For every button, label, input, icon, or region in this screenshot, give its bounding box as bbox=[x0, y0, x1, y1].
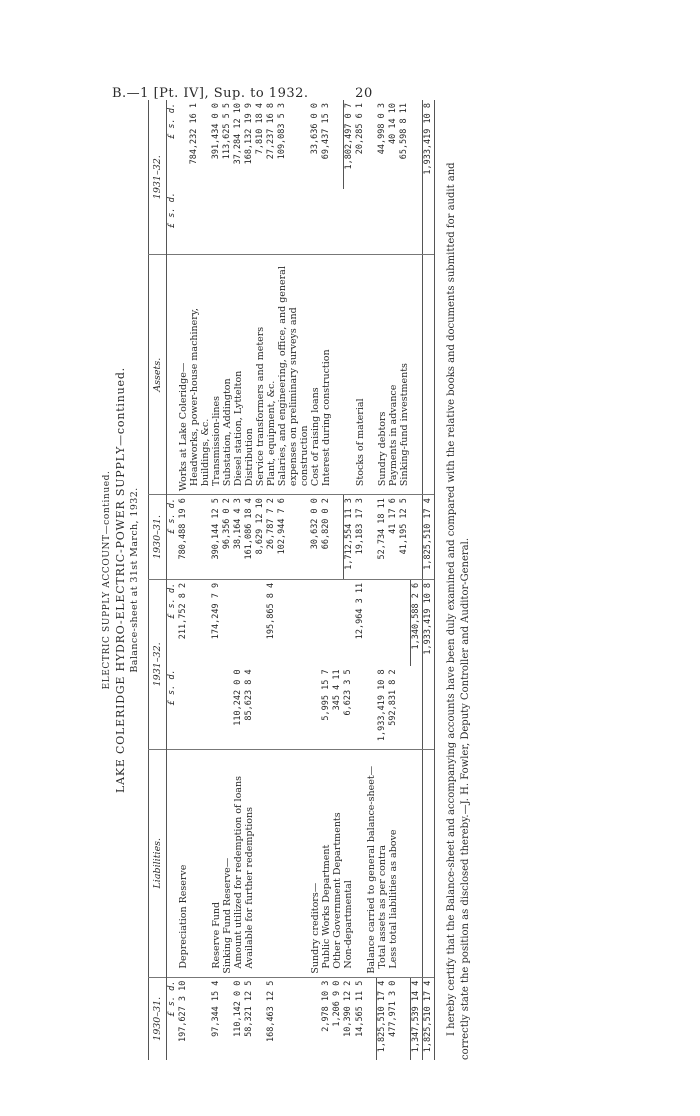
page-header bbox=[112, 86, 373, 101]
liab-prev-value: 110,142 0 0 bbox=[233, 977, 244, 1060]
asset-item bbox=[332, 255, 343, 495]
liab-item: Reserve Fund bbox=[211, 749, 222, 977]
liab-item: Sundry creditors— bbox=[310, 749, 321, 977]
liab-prev-value bbox=[255, 977, 266, 1060]
liab-item bbox=[399, 749, 410, 977]
liab-item: Other Government Departments bbox=[332, 749, 343, 977]
currency-label: £ s. d. bbox=[167, 192, 177, 228]
liab-item bbox=[355, 749, 366, 977]
liab-total-value: 1,933,419 10 8 bbox=[422, 579, 434, 666]
asset-prev-value: 161,086 18 4 bbox=[244, 495, 255, 580]
liab-total-value bbox=[222, 579, 233, 666]
liab-total-value: 211,752 8 2 bbox=[178, 579, 189, 666]
liab-total-value: 174,249 7 9 bbox=[211, 579, 222, 666]
liab-item bbox=[277, 749, 310, 977]
liab-total-value bbox=[244, 579, 255, 666]
table-row bbox=[399, 100, 410, 1060]
liab-total-value bbox=[377, 579, 389, 666]
asset-prev-value: 52,734 18 11 bbox=[377, 495, 389, 580]
asset-sub-value bbox=[222, 189, 233, 255]
liab-prev-value: 1,825,510 17 4 bbox=[422, 977, 434, 1060]
liab-total-value bbox=[321, 579, 332, 666]
asset-prev-value: 780,488 19 6 bbox=[178, 495, 189, 580]
asset-sub-value bbox=[377, 189, 389, 255]
asset-item: Sundry debtors bbox=[377, 255, 389, 495]
asset-total-value: 113,625 5 5 bbox=[222, 103, 232, 160]
asset-sub-value bbox=[388, 189, 399, 255]
currency-label: £ s. d. bbox=[167, 103, 177, 139]
currency-label: £ s. d. bbox=[167, 579, 179, 666]
asset-sub-value bbox=[422, 189, 434, 255]
liab-prev-value bbox=[222, 977, 233, 1060]
table-row bbox=[343, 100, 355, 1060]
asset-total-value: 37,284 12 10 bbox=[233, 103, 243, 165]
liab-item: Less total liabilities as above bbox=[388, 749, 399, 977]
asset-sub-value bbox=[178, 189, 189, 255]
liab-item: Available for further redemptions bbox=[244, 749, 255, 977]
asset-item: Distribution bbox=[244, 255, 255, 495]
asset-prev-value: 66,820 0 2 bbox=[321, 495, 332, 580]
liab-total-value bbox=[277, 579, 310, 666]
table-row bbox=[377, 100, 389, 1060]
table-row bbox=[388, 100, 399, 1060]
liab-total-value: 12,964 3 11 bbox=[355, 579, 366, 666]
currency-label: £ s. d. bbox=[167, 669, 177, 706]
asset-item: Stocks of material bbox=[355, 255, 366, 495]
liab-item bbox=[422, 749, 434, 977]
liab-sub-value bbox=[189, 666, 211, 749]
account-title: ELECTRIC SUPPLY ACCOUNT—continued. bbox=[102, 470, 112, 690]
liab-item bbox=[266, 749, 277, 977]
asset-prev-value bbox=[189, 495, 211, 580]
currency-label: £ s. d. bbox=[167, 495, 179, 580]
title-block bbox=[100, 100, 142, 1060]
liab-total-value bbox=[189, 579, 211, 666]
asset-item: Salaries, and engineering, office, and general expenses on preliminary surveys and construction bbox=[277, 255, 310, 495]
table-row bbox=[422, 100, 434, 1060]
asset-prev-value: 38,164 4 3 bbox=[233, 495, 244, 580]
asset-prev-value bbox=[410, 495, 422, 580]
table-row bbox=[222, 100, 233, 1060]
page-number: 20 bbox=[355, 86, 373, 101]
asset-sub-value bbox=[233, 189, 244, 255]
liab-sub-value: 6,623 3 5 bbox=[343, 669, 353, 716]
liab-item: Amount utilized for redemption of loans bbox=[233, 749, 244, 977]
asset-item bbox=[366, 255, 377, 495]
liab-prev-value: 1,347,539 14 4 bbox=[410, 977, 422, 1060]
liab-sub-value bbox=[178, 666, 189, 749]
asset-sub-value bbox=[410, 189, 422, 255]
asset-total-value: 33,636 0 0 bbox=[310, 103, 320, 155]
liab-prev-value bbox=[189, 977, 211, 1060]
asset-prev-value: 26,787 7 2 bbox=[266, 495, 277, 580]
asset-item: Plant, equipment, &c. bbox=[266, 255, 277, 495]
table-row bbox=[277, 100, 310, 1060]
liab-prev-value: 97,344 15 4 bbox=[211, 977, 222, 1060]
liab-sub-value: 110,242 0 0 bbox=[233, 669, 243, 726]
liab-sub-value bbox=[277, 666, 310, 749]
asset-total-value: 44,998 0 3 bbox=[376, 103, 387, 155]
table-body bbox=[167, 100, 435, 1060]
asset-sub-value bbox=[277, 189, 310, 255]
asset-sub-value bbox=[399, 189, 410, 255]
asset-total-value: 27,237 16 8 bbox=[266, 103, 276, 160]
col-assets: Assets. bbox=[149, 255, 167, 495]
table-row bbox=[189, 100, 211, 1060]
liab-total-value bbox=[388, 579, 399, 666]
liab-prev-value bbox=[366, 977, 377, 1060]
asset-prev-value bbox=[366, 495, 377, 580]
currency-label: £ s. d. bbox=[167, 977, 179, 1060]
liab-item: Total assets as per contra bbox=[377, 749, 389, 977]
liab-prev-value: 1,825,510 17 4 bbox=[377, 977, 389, 1060]
liab-sub-value bbox=[366, 666, 377, 749]
asset-prev-value: 30,632 0 0 bbox=[310, 495, 321, 580]
liab-sub-value bbox=[266, 666, 277, 749]
liab-total-value bbox=[332, 579, 343, 666]
liab-item bbox=[189, 749, 211, 977]
asset-item: Transmission-lines bbox=[211, 255, 222, 495]
table-row bbox=[244, 100, 255, 1060]
asset-sub-value bbox=[255, 189, 266, 255]
table-row bbox=[355, 100, 366, 1060]
table-row bbox=[332, 100, 343, 1060]
asset-item: Sinking-fund investments bbox=[399, 255, 410, 495]
liab-prev-value bbox=[310, 977, 321, 1060]
asset-total-value: 391,434 0 0 bbox=[211, 103, 221, 160]
col-asset-1932: 1931–32. bbox=[149, 100, 167, 255]
asset-total-value: 109,083 5 3 bbox=[277, 103, 287, 160]
table-row bbox=[310, 100, 321, 1060]
table-row bbox=[366, 100, 377, 1060]
asset-sub-value bbox=[321, 189, 332, 255]
balance-table bbox=[148, 100, 435, 1060]
asset-sub-value bbox=[189, 189, 211, 255]
liab-total-value bbox=[399, 579, 410, 666]
col-liab-1931: 1930–31. bbox=[149, 977, 167, 1060]
liab-prev-value: 477,971 3 0 bbox=[388, 977, 399, 1060]
liab-item: Non-departmental bbox=[343, 749, 355, 977]
asset-sub-value bbox=[343, 189, 355, 255]
liab-sub-value bbox=[355, 666, 366, 749]
table-row bbox=[211, 100, 222, 1060]
asset-item: Diesel station, Lyttelton bbox=[233, 255, 244, 495]
col-liabilities: Liabilities. bbox=[149, 749, 167, 977]
table-row bbox=[410, 100, 422, 1060]
liab-prev-value bbox=[399, 977, 410, 1060]
report-reference: B.—1 [Pt. IV], Sup. to 1932. bbox=[112, 86, 309, 101]
liab-item: Public Works Department bbox=[321, 749, 332, 977]
asset-prev-value: 1,712,554 11 3 bbox=[343, 495, 355, 580]
liab-prev-value: 58,321 12 5 bbox=[244, 977, 255, 1060]
asset-total-value: 40 14 10 bbox=[388, 103, 398, 144]
liab-prev-value: 197,627 3 10 bbox=[178, 977, 189, 1060]
asset-total-value: 1,933,419 10 8 bbox=[422, 100, 434, 189]
asset-prev-value: 41,195 12 5 bbox=[399, 495, 410, 580]
asset-prev-value: 19,183 17 3 bbox=[355, 495, 366, 580]
liab-sub-value: 5,995 15 7 bbox=[321, 669, 331, 721]
liab-sub-value: 1,933,419 10 8 bbox=[376, 669, 387, 742]
liab-prev-value: 2,978 10 3 bbox=[321, 977, 332, 1060]
asset-total-value: 7,810 18 4 bbox=[255, 103, 265, 155]
asset-sub-value bbox=[366, 189, 377, 255]
asset-sub-value bbox=[266, 189, 277, 255]
scheme-title: LAKE COLERIDGE HYDRO-ELECTRIC-POWER SUPPLY—continued. bbox=[114, 367, 127, 793]
asset-sub-value bbox=[332, 189, 343, 255]
asset-sub-value bbox=[310, 189, 321, 255]
asset-prev-value: 8,629 12 10 bbox=[255, 495, 266, 580]
liab-total-value bbox=[233, 579, 244, 666]
liab-prev-value bbox=[277, 977, 310, 1060]
liab-item: Depreciation Reserve bbox=[178, 749, 189, 977]
asset-sub-value bbox=[355, 189, 366, 255]
asset-item: Substation, Addington bbox=[222, 255, 233, 495]
asset-total-value: 69,437 15 3 bbox=[321, 103, 331, 160]
asset-prev-value: 102,944 7 6 bbox=[277, 495, 310, 580]
asset-item: Cost of raising loans bbox=[310, 255, 321, 495]
asset-prev-value: 390,144 12 5 bbox=[211, 495, 222, 580]
asset-item: Service transformers and meters bbox=[255, 255, 266, 495]
liab-prev-value: 14,565 11 5 bbox=[355, 977, 366, 1060]
asset-total-value bbox=[366, 100, 377, 189]
sheet-title: Balance-sheet at 31st March, 1932. bbox=[129, 487, 140, 673]
asset-prev-value: 1,825,510 17 4 bbox=[422, 495, 434, 580]
liab-sub-value bbox=[422, 666, 434, 749]
asset-total-value: 784,232 16 1 bbox=[189, 103, 199, 165]
liab-sub-value: 345 4 11 bbox=[332, 669, 342, 711]
table-row bbox=[266, 100, 277, 1060]
liab-sub-value bbox=[399, 666, 410, 749]
liab-item bbox=[410, 749, 422, 977]
liab-total-value bbox=[343, 579, 355, 666]
liab-sub-value bbox=[211, 666, 222, 749]
asset-total-value bbox=[332, 100, 343, 189]
liab-total-value bbox=[310, 579, 321, 666]
liab-item: Sinking Fund Reserve— bbox=[222, 749, 233, 977]
asset-item bbox=[422, 255, 434, 495]
liab-sub-value: 592,831 8 2 bbox=[388, 669, 398, 726]
table-row bbox=[233, 100, 244, 1060]
liab-sub-value bbox=[255, 666, 266, 749]
asset-total-value: 20,285 6 1 bbox=[354, 103, 365, 155]
col-asset-1931: 1930–31. bbox=[149, 495, 167, 580]
asset-total-value bbox=[178, 100, 189, 189]
table-row bbox=[255, 100, 266, 1060]
liab-sub-value bbox=[310, 666, 321, 749]
asset-total-value: 168,132 19 9 bbox=[244, 103, 254, 165]
asset-total-value bbox=[410, 100, 422, 189]
liab-prev-value: 168,463 12 5 bbox=[266, 977, 277, 1060]
asset-item: Works at Lake Coleridge— bbox=[178, 255, 189, 495]
balance-sheet bbox=[100, 100, 570, 1060]
liab-prev-value: 1,206 9 0 bbox=[332, 977, 343, 1060]
asset-prev-value bbox=[332, 495, 343, 580]
audit-certificate: I hereby certify that the Balance-sheet and accompanying accounts have been duly examined and compared with the relative books and documents submitted for audit and correctly state the position as disclosed thereby.—J. H. Fowler, Deputy Controller and Auditor-General. bbox=[445, 162, 471, 1060]
liab-sub-value bbox=[222, 666, 233, 749]
asset-sub-value bbox=[211, 189, 222, 255]
liab-item: Balance carried to general balance-sheet— bbox=[366, 749, 377, 977]
asset-total-value: 65,598 8 11 bbox=[399, 103, 409, 160]
liab-total-value bbox=[366, 579, 377, 666]
table-row bbox=[178, 100, 189, 1060]
liab-total-value: 195,865 8 4 bbox=[266, 579, 277, 666]
asset-item bbox=[343, 255, 355, 495]
asset-item bbox=[410, 255, 422, 495]
table-row bbox=[321, 100, 332, 1060]
liab-item bbox=[255, 749, 266, 977]
liab-sub-value: 85,623 8 4 bbox=[244, 669, 254, 721]
liab-total-value bbox=[255, 579, 266, 666]
asset-item: Headworks, power-house machinery, buildings, &c. bbox=[189, 255, 211, 495]
asset-total-value: 1,802,497 0 7 bbox=[343, 100, 355, 189]
col-liab-1932: 1931–32. bbox=[149, 579, 167, 749]
liab-sub-value bbox=[410, 666, 422, 749]
asset-sub-value bbox=[244, 189, 255, 255]
asset-prev-value: 41 17 6 bbox=[388, 495, 399, 580]
asset-item: Interest during construction bbox=[321, 255, 332, 495]
asset-item: Payments in advance bbox=[388, 255, 399, 495]
liab-prev-value: 10,390 12 2 bbox=[343, 977, 355, 1060]
asset-prev-value: 96,356 0 2 bbox=[222, 495, 233, 580]
liab-total-value: 1,340,588 2 6 bbox=[410, 579, 422, 666]
